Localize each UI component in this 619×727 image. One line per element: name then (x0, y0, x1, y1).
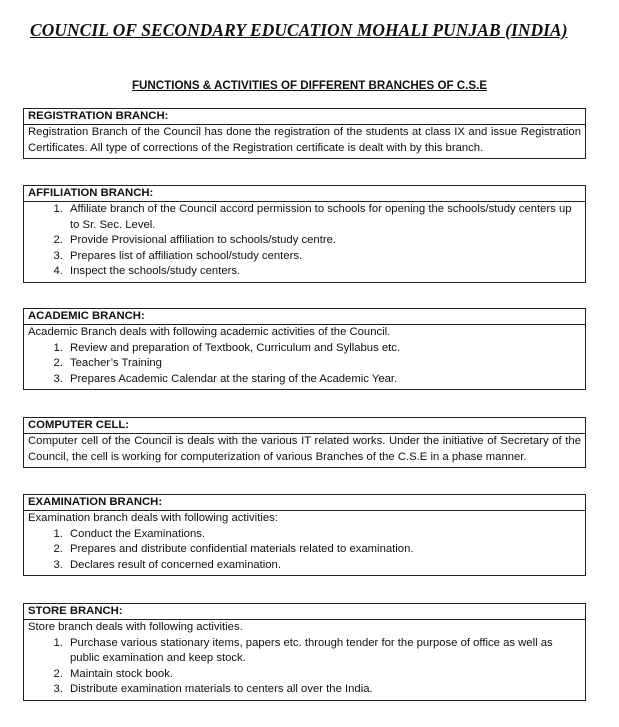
document-title: COUNCIL OF SECONDARY EDUCATION MOHALI PUNJAB (INDIA) (30, 20, 568, 40)
academic-branch-section (23, 308, 586, 390)
section-heading: ACADEMIC BRANCH: (24, 309, 585, 325)
section-heading: REGISTRATION BRANCH: (24, 109, 585, 125)
list-item: 1. Affiliate branch of the Council accord permission to schools for opening the schools/study centers up to Sr. Sec. Level. (66, 202, 581, 233)
academic-list (28, 341, 581, 388)
examination-list (28, 527, 581, 574)
section-intro: Academic Branch deals with following academic activities of the Council. (28, 326, 391, 338)
section-heading: EXAMINATION BRANCH: (24, 495, 585, 511)
list-item: 2. Prepares and distribute confidential materials related to examination. (66, 542, 581, 558)
section-heading: STORE BRANCH: (24, 604, 585, 620)
store-branch-section (23, 603, 586, 701)
list-item: 3. Distribute examination materials to centers all over the India. (66, 682, 581, 698)
list-item: 3. Prepares Academic Calendar at the staring of the Academic Year. (66, 372, 581, 388)
section-heading: AFFILIATION BRANCH: (24, 186, 585, 202)
list-item: 4. Inspect the schools/study centers. (66, 264, 581, 280)
section-intro: Examination branch deals with following activities: (28, 512, 278, 524)
list-item: 1. Review and preparation of Textbook, Curriculum and Syllabus etc. (66, 341, 581, 357)
section-text: Computer cell of the Council is deals with the various IT related works. Under the initiative of Secretary of the Council, the cell is working for computerization of various Branches of the C.S.E in a phase manner. (28, 435, 581, 463)
examination-branch-section (23, 494, 586, 576)
list-item: 3. Declares result of concerned examination. (66, 558, 581, 574)
list-item: 2. Provide Provisional affiliation to schools/study centre. (66, 233, 581, 249)
list-item: 2. Teacher’s Training (66, 356, 581, 372)
list-item: 1. Purchase various stationary items, papers etc. through tender for the purpose of office as well as public examination and keep stock. (66, 636, 581, 667)
list-item: 1. Conduct the Examinations. (66, 527, 581, 543)
affiliation-branch-section (23, 185, 586, 283)
list-item: 3. Prepares list of affiliation school/study centers. (66, 249, 581, 265)
registration-branch-section (23, 108, 586, 159)
section-intro: Store branch deals with following activities. (28, 621, 243, 633)
document-subtitle: FUNCTIONS & ACTIVITIES OF DIFFERENT BRANCHES OF C.S.E (131, 79, 488, 92)
affiliation-list (28, 202, 581, 280)
computer-cell-section (23, 417, 586, 468)
list-item: 2. Maintain stock book. (66, 667, 581, 683)
section-heading: COMPUTER CELL: (24, 418, 585, 434)
store-list (28, 636, 581, 698)
section-text: Registration Branch of the Council has done the registration of the students at class IX and issue Registration Certificates. All type of corrections of the Registration certificate is dealt with by this branch. (28, 126, 581, 154)
